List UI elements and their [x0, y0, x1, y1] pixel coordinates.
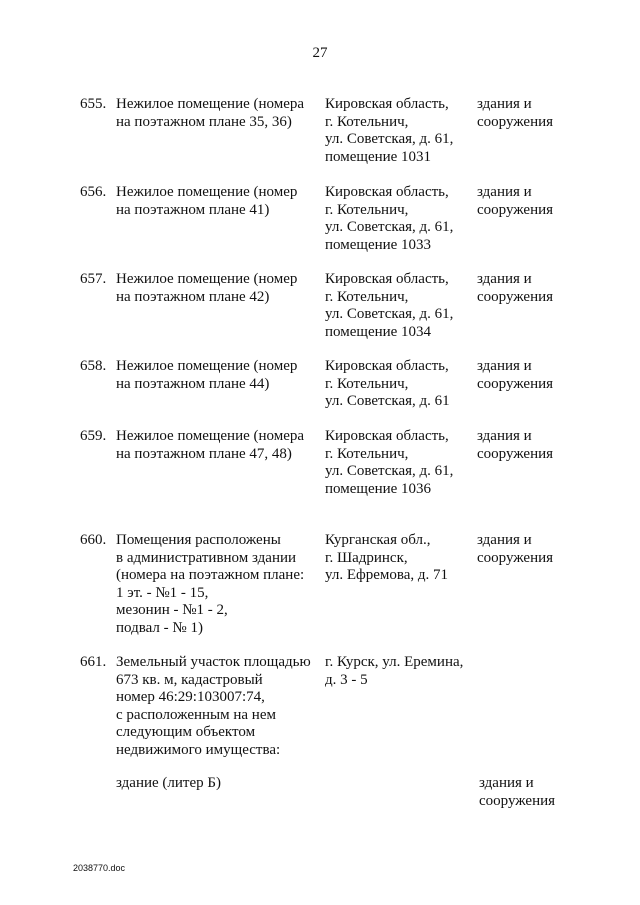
entry-address: Кировская область, г. Котельнич, ул. Советская, д. 61, помещение 1033 [325, 184, 454, 253]
entry-address: г. Курск, ул. Еремина, д. 3 - 5 [325, 654, 464, 688]
entry-number: 657. [80, 271, 107, 287]
entry-address: Кировская область, г. Котельнич, ул. Советская, д. 61, помещение 1031 [325, 96, 454, 165]
entry-category: здания и сооружения [477, 184, 554, 218]
entry-description: Нежилое помещение (номер на поэтажном плане 42) [116, 271, 298, 305]
entry-address: Курганская обл., г. Шадринск, ул. Ефремова, д. 71 [325, 532, 449, 583]
entry-number: 659. [80, 428, 107, 444]
sub-item-description: здание (литер Б) [116, 775, 221, 791]
entry-number: 661. [80, 654, 107, 670]
entry-address: Кировская область, г. Котельнич, ул. Советская, д. 61, помещение 1036 [325, 428, 454, 497]
entry-number: 656. [80, 184, 107, 200]
entry-category: здания и сооружения [477, 358, 554, 392]
entry-number: 658. [80, 358, 107, 374]
entry-description: Нежилое помещение (номера на поэтажном плане 35, 36) [116, 96, 305, 130]
entry-category: здания и сооружения [477, 96, 554, 130]
entry-number: 655. [80, 96, 107, 112]
entry-category: здания и сооружения [477, 271, 554, 305]
entry-address: Кировская область, г. Котельнич, ул. Советская, д. 61, помещение 1034 [325, 271, 454, 340]
entry-number: 660. [80, 532, 107, 548]
sub-item-category: здания и сооружения [479, 775, 556, 809]
entry-address: Кировская область, г. Котельнич, ул. Советская, д. 61 [325, 358, 450, 409]
entry-description: Нежилое помещение (номер на поэтажном плане 41) [116, 184, 298, 218]
page-number: 27 [312, 45, 328, 61]
entry-category: здания и сооружения [477, 532, 554, 566]
footer-filename: 2038770.doc [73, 863, 126, 873]
entry-description: Помещения расположены в административном здании (номера на поэтажном плане: 1 эт. - №1 - 15, мезонин - №1 - 2, подвал - № 1) [116, 532, 305, 636]
entry-description: Земельный участок площадью 673 кв. м, кадастровый номер 46:29:103007:74, с расположенным на нем следующим объектом недвижимого имущества: [116, 654, 311, 758]
entry-category: здания и сооружения [477, 428, 554, 462]
entry-description: Нежилое помещение (номер на поэтажном плане 44) [116, 358, 298, 392]
entry-description: Нежилое помещение (номера на поэтажном плане 47, 48) [116, 428, 305, 462]
